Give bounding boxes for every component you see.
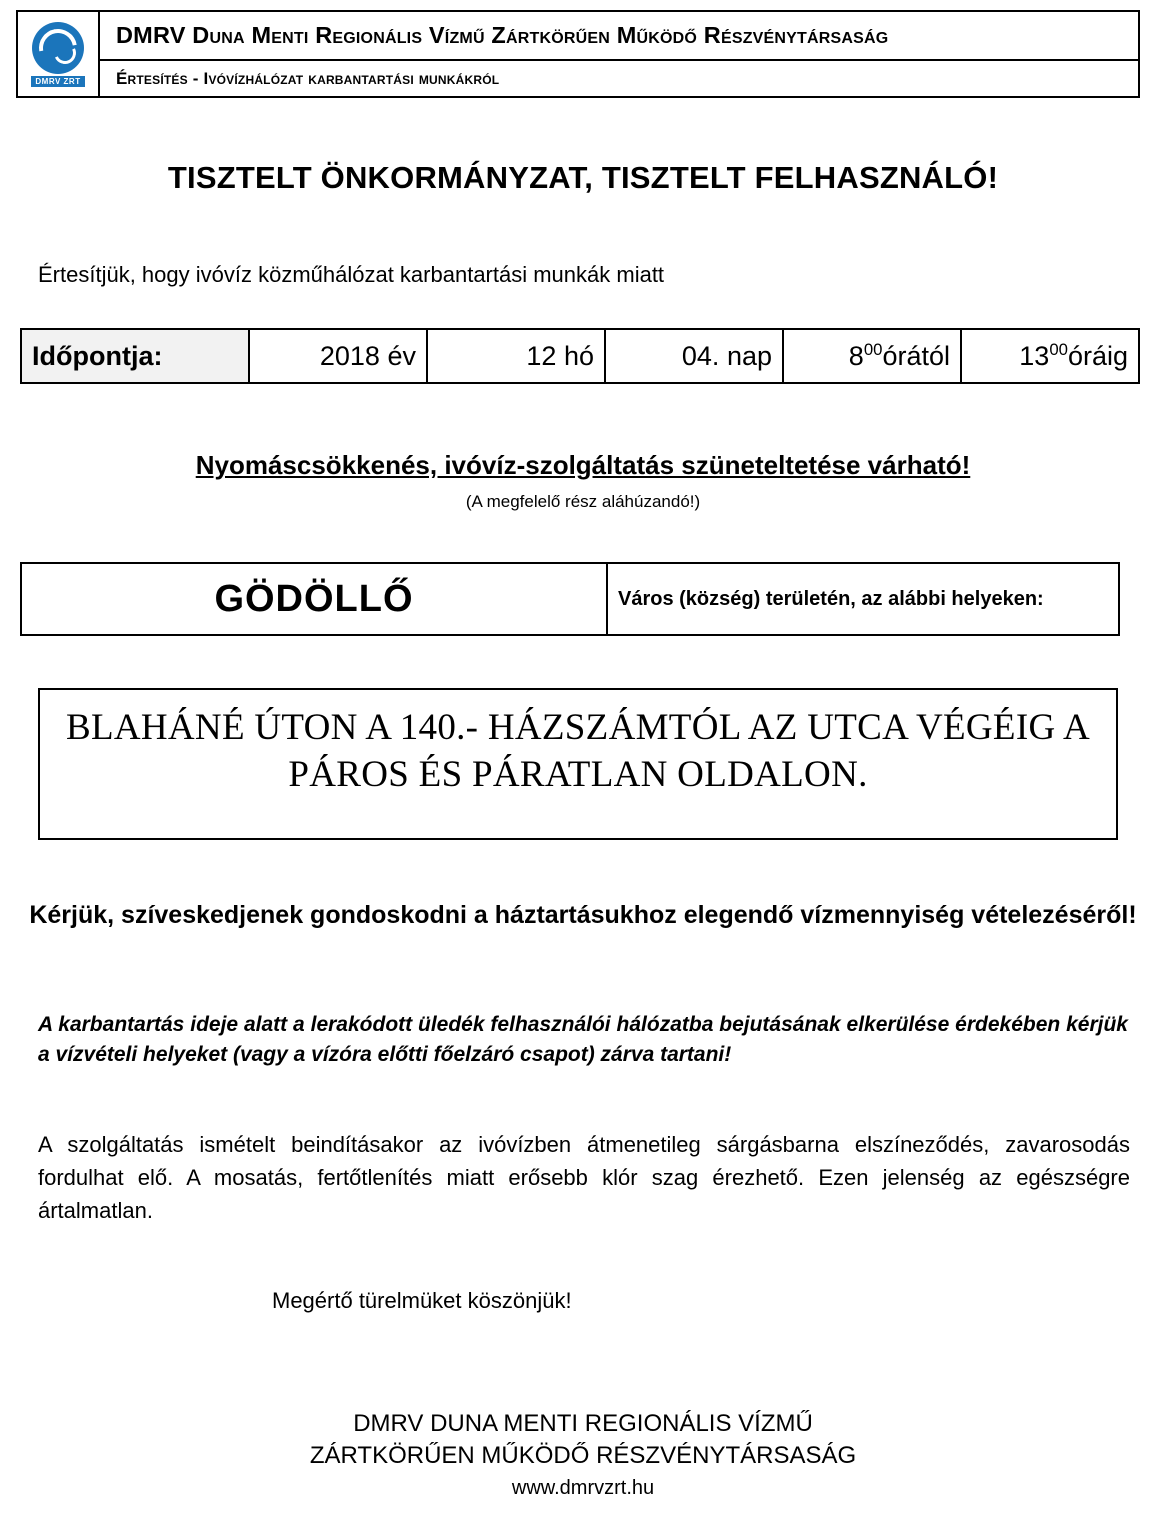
thanks-text: Megértő türelmüket köszönjük! xyxy=(272,1288,572,1313)
city-description: Város (község) területén, az alábbi helyeken: xyxy=(607,563,1119,635)
document-type-cell xyxy=(100,61,1140,98)
page-title: TISZTELT ÖNKORMÁNYZAT, TISZTELT FELHASZNÁLÓ! xyxy=(167,160,999,195)
year-cell xyxy=(249,329,427,383)
affected-location-box xyxy=(38,688,1118,840)
year-value: 2018 xyxy=(319,340,380,371)
service-notice: Nyomáscsökkenés, ivóvíz-szolgáltatás szüneteltetése várható! xyxy=(195,450,971,480)
day-unit: nap xyxy=(726,340,772,371)
document-footer xyxy=(0,1408,1166,1502)
from-unit: órától xyxy=(882,341,950,371)
year-unit: év xyxy=(387,340,416,371)
day-value: 04. xyxy=(681,340,720,371)
to-hour: 13 xyxy=(1019,341,1050,371)
logo-circle-icon xyxy=(32,22,84,74)
date-table xyxy=(20,328,1140,384)
service-notice-hint: (A megfelelő rész aláhúzandó!) xyxy=(465,492,701,511)
company-logo xyxy=(16,10,100,98)
day-cell xyxy=(605,329,783,383)
footer-company-line1: DMRV DUNA MENTI REGIONÁLIS VÍZMŰ xyxy=(353,1410,813,1437)
footer-website: www.dmrvzrt.hu xyxy=(511,1477,655,1500)
city-table xyxy=(20,562,1120,636)
company-title-cell xyxy=(100,10,1140,61)
table-row xyxy=(21,329,1139,383)
month-cell xyxy=(427,329,605,383)
from-minutes: 00 xyxy=(863,340,883,359)
maintenance-warning-paragraph: A karbantartás ideje alatt a lerakódott üledék felhasználói hálózatba bejutásának elkerülése érdekében kérjük a vízvételi helyeket (vagy a vízóra előtti főelzáró csapot) zárva tartani! xyxy=(38,1013,1128,1067)
city-name: GÖDÖLLŐ xyxy=(21,563,607,635)
month-value: 12 xyxy=(526,340,557,371)
request-text: Kérjük, szíveskedjenek gondoskodni a háztartásukhoz elegendő vízmennyiség vételezéséről! xyxy=(29,901,1137,929)
intro-text: Értesítjük, hogy ivóvíz közműhálózat karbantartási munkák miatt xyxy=(38,262,665,287)
water-drop-icon xyxy=(25,19,91,89)
to-unit: óráig xyxy=(1067,341,1128,371)
table-row xyxy=(21,563,1119,635)
from-time-cell xyxy=(783,329,961,383)
to-time-cell xyxy=(961,329,1139,383)
date-label: Időpontja: xyxy=(21,329,249,383)
logo-label: DMRV ZRT xyxy=(31,76,84,87)
from-hour: 8 xyxy=(848,341,864,371)
water-quality-paragraph: A szolgáltatás ismételt beindításakor az ivóvízben átmenetileg sárgásbarna elszíneződés, zavarosodás fordulhat elő. A mosatás, fertőtlenítés miatt erősebb klór szag érezhető. Ezen jelenség az egészségre ártalmatlan. xyxy=(38,1132,1130,1223)
company-title: DMRV Duna Menti Regionális Vízmű Zártkörűen Működő Részvénytársaság xyxy=(116,22,889,49)
document-header xyxy=(16,10,1140,98)
month-unit: hó xyxy=(563,340,594,371)
document-type: Értesítés - Ivóvízhálózat karbantartási munkákról xyxy=(116,68,500,88)
footer-company-line2: ZÁRTKÖRŰEN MŰKÖDŐ RÉSZVÉNYTÁRSASÁG xyxy=(309,1441,857,1469)
to-minutes: 00 xyxy=(1049,340,1068,359)
header-text-block xyxy=(100,10,1140,98)
affected-location-text: BLAHÁNÉ ÚTON A 140.- HÁZSZÁMTÓL AZ UTCA VÉGÉIG A PÁROS ÉS PÁRATLAN OLDALON. xyxy=(65,707,1090,796)
